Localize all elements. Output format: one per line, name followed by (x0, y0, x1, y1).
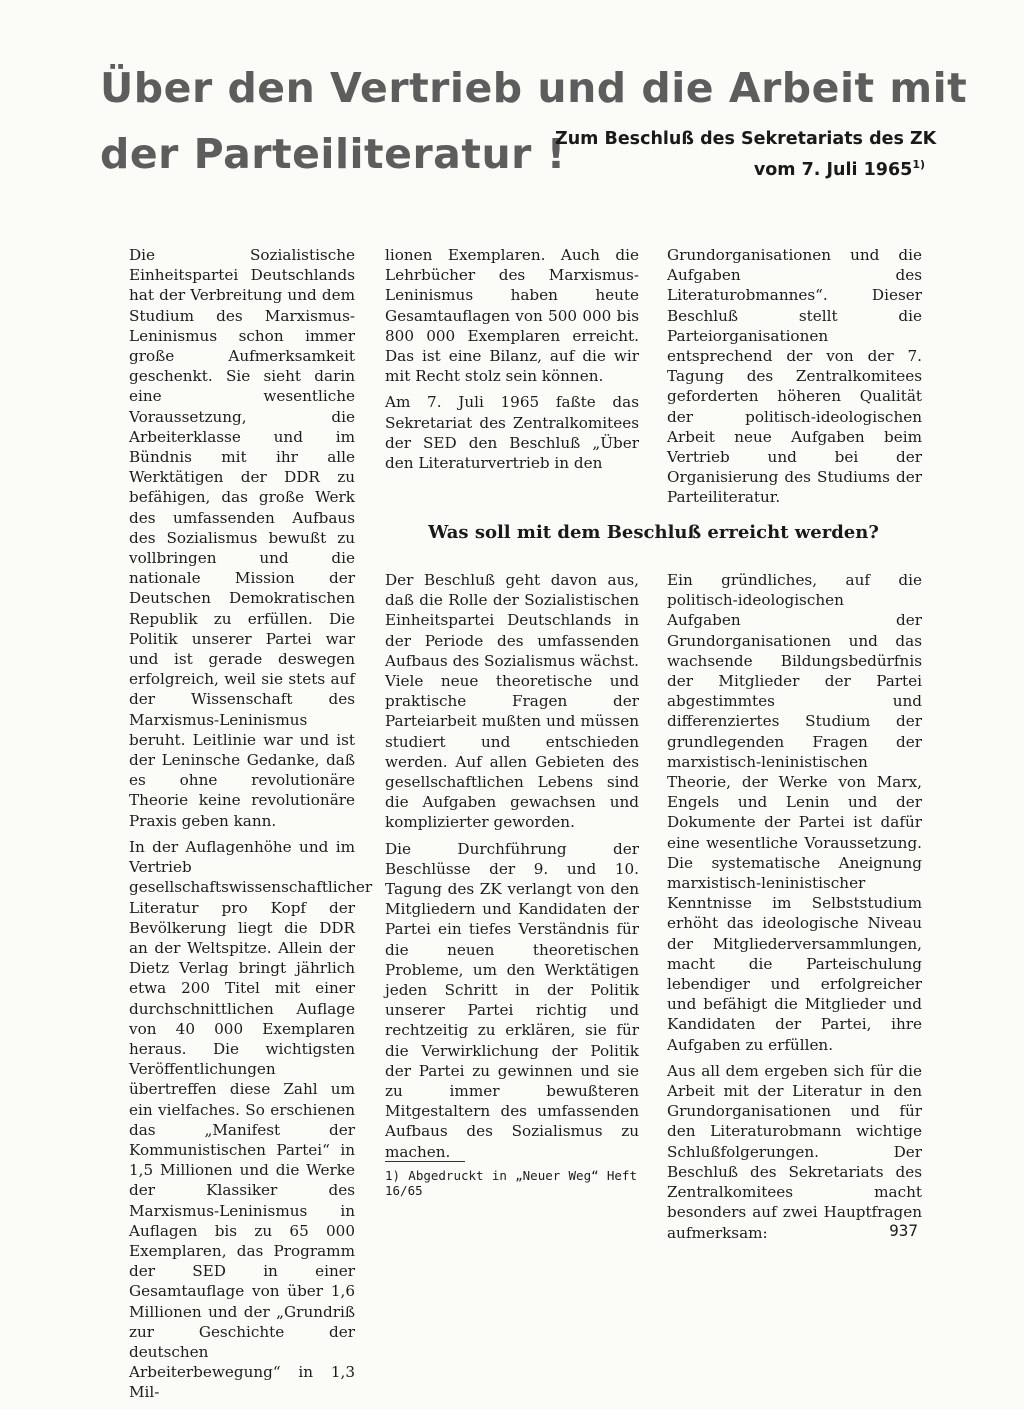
subtitle-date: vom 7. Juli 1965 (753, 159, 913, 180)
paragraph: Aus all dem ergeben sich für die Arbeit mit der Literatur in den Grundorganisationen und für den Literaturobmann wichtige Schlußfolgerungen. Der Beschluß des Sekretariats des Zentralkomitees macht besonders auf zwei Hauptfragen aufmerksam: (667, 1061, 922, 1242)
paragraph: Am 7. Juli 1965 faßte das Sekretariat des Zentralkomitees der SED den Beschluß „Über den Literaturvertrieb in den (385, 393, 639, 473)
paragraph: In der Auflagenhöhe und im Vertrieb gesellschaftswissenschaftlicher Literatur pro Kopf der Bevölkerung liegt die DDR an der Weltspitze. Allein der Dietz Verlag bringt jährlich etwa 200 Titel mit einer durchschnittlichen Auflage von 40 000 Exemplaren heraus. Die wichtigsten Veröffentlichungen übertreffen diese Zahl um ein vielfaches. So erschienen das „Manifest der Kommunistischen Partei“ in 1,5 Millionen und die Werke der Klassiker des Marxismus-Leninismus in Auflagen bis zu 65 000 Exemplaren, das Programm der SED in einer Gesamtauflage von über 1,6 Millionen und der „Grundriß zur Geschichte der deutschen Arbeiterbewegung“ in 1,3 Mil- (129, 837, 373, 1402)
page-number: 937 (889, 1221, 918, 1240)
article-title-line-2: der Parteiliteratur ! (100, 130, 566, 178)
footnote: 1) Abgedruckt in „Neuer Weg“ Heft 16/65 (385, 1168, 637, 1198)
subtitle-line-1: Zum Beschluß des Sekretariats des ZK (555, 129, 937, 149)
text-column-2 (385, 245, 639, 479)
paragraph: Grundorganisationen und die Aufgaben des Literaturobmannes“. Dieser Beschluß stellt die Parteiorganisationen entsprechend der von der 7. Tagung des Zentralkomitees geforderten höheren Qualität der politisch-ideologischen Arbeit neue Aufgaben beim Vertrieb und bei der Organisierung des Studiums der Parteiliteratur. (667, 246, 922, 507)
text-column-4 (385, 570, 639, 1168)
text-column-3 (667, 245, 922, 514)
paragraph: Die Sozialistische Einheitspartei Deutschlands hat der Verbreitung und dem Studium des Marxismus-Leninismus schon immer große Aufmerksamkeit geschenkt. Sie sieht darin eine wesentliche Voraussetzung, die Arbeiterklasse und im Bündnis mit ihr alle Werktätigen der DDR zu befähigen, das große Werk des umfassenden Aufbaus des Sozialismus bewußt zu vollbringen und die nationale Mission der Deutschen Demokratischen Republik zu erfüllen. Die Politik unserer Partei war und ist gerade deswegen erfolgreich, weil sie stets auf der Wissenschaft des Marxismus-Leninismus beruht. Leitlinie war und ist der Leninsche Gedanke, daß es ohne revolutionäre Theorie keine revolutionäre Praxis geben kann. (129, 246, 355, 830)
paragraph: Ein gründliches, auf die politisch-ideologischen Aufgaben der Grundorganisationen und das wachsende Bildungsbedürfnis der Mitglieder der Partei abgestimmtes und differenziertes Studium der grundlegenden Fragen der marxistisch-leninistischen Theorie, der Werke von Marx, Engels und Lenin und der Dokumente der Partei ist dafür eine wesentliche Voraussetzung. Die systematische Aneignung marxistisch-leninistischer Kenntnisse im Selbststudium erhöht das ideologische Niveau der Mitgliederversammlungen, macht die Parteischulung lebendiger und erfolgreicher und befähigt die Mitglieder und Kandidaten der Partei, ihre Aufgaben zu erfüllen. (667, 571, 922, 1054)
paragraph: Die Durchführung der Beschlüsse der 9. und 10. Tagung des ZK verlangt von den Mitgliedern und Kandidaten der Partei ein tiefes Verständnis für die neuen theoretischen Probleme, um den Werktätigen jeden Schritt in der Politik unserer Partei richtig und rechtzeitig zu erklären, sie für die Verwirklichung der Politik der Partei zu gewinnen und sie zu immer bewußteren Mitgestaltern des umfassenden Aufbaus des Sozialismus zu machen. (385, 839, 639, 1161)
article-subtitle (555, 126, 937, 183)
text-column-5 (667, 570, 922, 1249)
section-heading: Was soll mit dem Beschluß erreicht werden? (428, 522, 879, 543)
paragraph: lionen Exemplaren. Auch die Lehrbücher des Marxismus-Leninismus haben heute Gesamtauflagen von 500 000 bis 800 000 Exemplaren erreicht. Das ist eine Bilanz, auf die wir mit Recht stolz sein können. (385, 246, 639, 386)
footnote-reference: 1) (912, 158, 925, 171)
subtitle-line-2 (555, 152, 925, 183)
paragraph: Der Beschluß geht davon aus, daß die Rolle der Sozialistischen Einheitspartei Deutschlands in der Periode des umfassenden Aufbaus des Sozialismus wächst. Viele neue theoretische und praktische Fragen der Parteiarbeit mußten und müssen studiert und entschieden werden. Auf allen Gebieten des gesellschaftlichen Lebens sind die Aufgaben gewachsen und komplizierter geworden. (385, 571, 639, 832)
footnote-divider (385, 1161, 465, 1162)
article-title-line-1: Über den Vertrieb und die Arbeit mit (100, 64, 968, 112)
text-column-1 (129, 245, 373, 1409)
